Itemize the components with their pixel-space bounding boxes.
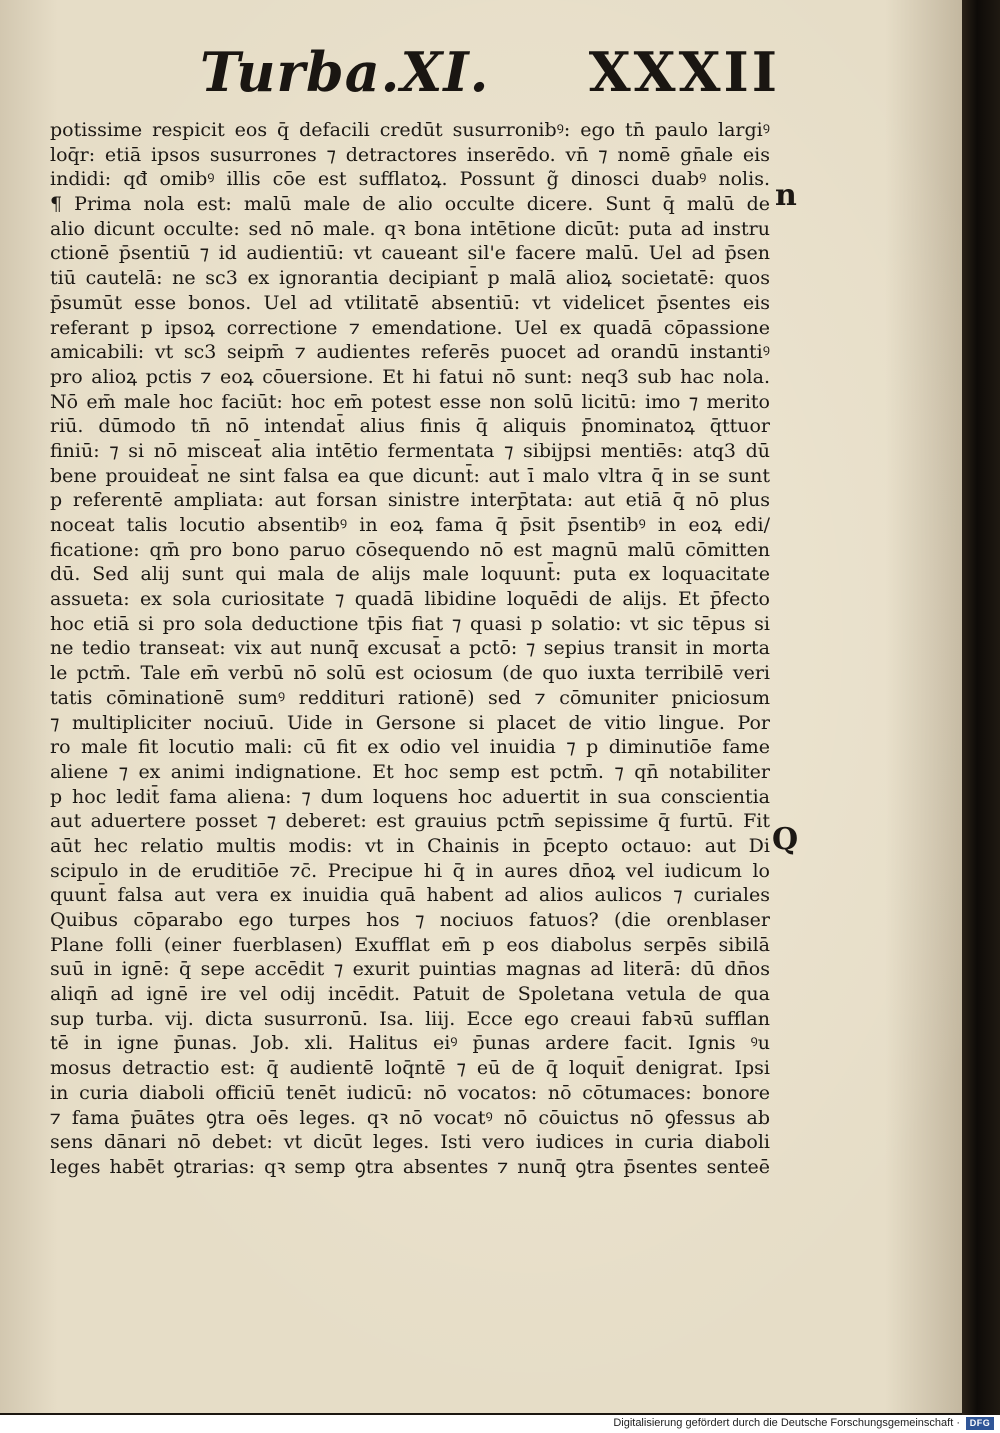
text-line: scipulo in de eruditiōe ⁊c̄. Precipue hi q̄ in aures dn̄oꝝ vel iudicum lo xyxy=(50,859,770,882)
folio-number: XXXII xyxy=(588,40,780,104)
text-line: alio dicunt occulte: sed nō male. qꝛ bona intētione dicūt: puta ad instru xyxy=(50,217,770,240)
text-line: loq̄r: etiā ipsos susurrones ⁊ detractores inserēdo. vn̄ ⁊ nomē gn̄ale eis xyxy=(50,143,770,166)
text-line: ⁊ multipliciter nociuū. Uide in Gersone si placet de vitio lingue. Por xyxy=(50,711,770,734)
digitization-credit: Digitalisierung gefördert durch die Deutsche Forschungsgemeinschaft · xyxy=(613,1417,960,1429)
dfg-logo: DFG xyxy=(966,1417,994,1430)
text-line: hoc etiā si pro sola deductione tp̄is fiat ⁊ quasi p solatio: vt sic tēpus si xyxy=(50,612,770,635)
text-line: referant p ipsoꝝ correctione ⁊ emendatione. Uel ex quadā cōpassione xyxy=(50,316,770,339)
text-line: ne tedio transeat: vix aut nunq̄ excusat̄ a pctō: ⁊ sepius transit in morta xyxy=(50,637,770,660)
text-line: pro alioꝝ pctis ⁊ eoꝝ cōuersione. Et hi fatui nō sunt: neq3 sub hac nola. xyxy=(50,365,770,388)
text-line: assueta: ex sola curiositate ⁊ quadā libidine loquēdi de alijs. Et p̄fecto xyxy=(50,588,770,611)
text-line: aut aduertere posset ⁊ deberet: est grauius pctm̄ sepissime q̄ furtū. Fit xyxy=(50,810,770,833)
text-line: le pctm̄. Tale em̄ verbū nō solū est ociosum (de quo iuxta terribilē veri xyxy=(50,662,770,685)
text-line: p̄sumūt esse bonos. Uel ad vtilitatē absentiū: vt videlicet p̄sentes eis xyxy=(50,291,770,314)
text-line: bene prouideat̄ ne sint falsa ea que dicunt̄: aut ī malo vltra q̄ in se sunt xyxy=(50,464,770,487)
text-line: sup turba. vij. dicta susurronū. Isa. liij. Ecce ego creaui fabꝛū sufflan xyxy=(50,1007,770,1030)
text-line: ctionē p̄sentiū ⁊ id audientiū: vt caueant sil'e facere malū. Uel ad p̄sen xyxy=(50,242,770,265)
text-line: p hoc ledit̄ fama aliena: ⁊ dum loquens hoc aduertit in sua conscientia xyxy=(50,785,770,808)
text-line: Quibus cōparabo ego turpes hos ⁊ nociuos fatuos? (die orenblaser xyxy=(50,909,770,931)
text-line: potissime respicit eos q̄ defacili credūt susurronibꝰ: ego tn̄ paulo largiꝰ xyxy=(50,119,770,141)
book-binding xyxy=(962,0,1000,1415)
text-line: ro male fit locutio mali: cū fit ex odio vel inuidia ⁊ p diminutiōe fame xyxy=(50,736,770,759)
text-line: dū. Sed alij sunt qui mala de alijs male loquunt̄: puta ex loquacitate xyxy=(50,563,770,586)
text-line: amicabili: vt sc3 seipm̄ ⁊ audientes referēs puocet ad orandū instantiꝰ xyxy=(50,341,770,364)
text-line: tatis cōminationē sumꝰ reddituri rationē) sed ⁊ cōmuniter pniciosum xyxy=(50,686,770,709)
text-line: ¶ Prima nola est: malū male de alio occulte dicere. Sunt q̄ malū de xyxy=(50,193,770,216)
text-line: Plane folli (einer fuerblasen) Exufflat em̄ p eos diabolus serpēs sibilā xyxy=(50,933,770,956)
text-line: ⁊ fama p̄uātes ꝯtra oēs leges. qꝛ nō vocatꝰ nō cōuictus nō ꝯfessus ab xyxy=(50,1106,770,1129)
text-line: aūt hec relatio multis modis: vt in Chainis in p̄cepto octauo: aut Di xyxy=(50,834,770,857)
text-line: mosus detractio est: q̄ audientē loq̄ntē ⁊ eū de q̄ loquit̄ denigrat. Ipsi xyxy=(50,1057,770,1080)
running-head xyxy=(200,40,780,110)
text-line: riū. dūmodo tn̄ nō intendat̄ alius finis q̄ aliquis p̄nominatoꝝ q̄ttuor xyxy=(50,415,770,438)
text-line: p referentē ampliata: aut forsan sinistre interp̄tata: aut etiā q̄ nō plus xyxy=(50,489,770,512)
marginal-letter-q: Q xyxy=(772,822,799,857)
text-line: leges habēt ꝯtrarias: qꝛ semp ꝯtra absentes ⁊ nunq̄ ꝯtra p̄sentes senteē xyxy=(50,1155,770,1178)
text-line: tē in igne p̄unas. Job. xli. Halitus eiꝰ p̄unas ardere facit. Ignis ꝰu xyxy=(50,1032,770,1055)
footer-bar xyxy=(0,1415,1000,1433)
text-line: quunt̄ falsa aut vera ex inuidia quā habent ad alios aulicos ⁊ curiales xyxy=(50,884,770,907)
text-line: aliene ⁊ ex animi indignatione. Et hoc semp est pctm̄. ⁊ qn̄ notabiliter xyxy=(50,760,770,783)
marginal-letter-n: n xyxy=(775,178,797,213)
chapter-title: Turba.XI. xyxy=(200,40,490,104)
text-line: aliqn̄ ad ignē ire vel odij incēdit. Patuit de Spoletana vetula de qua xyxy=(50,983,770,1006)
text-line: indidi: qđ omibꝰ illis cōe est sufflatoꝝ. Possunt g̃ dinosci duabꝰ nolis. xyxy=(50,168,770,191)
text-line: finiū: ⁊ si nō misceat̄ alia intētio fermentata ⁊ sibijpsi mentiēs: atq3 dū xyxy=(50,439,770,462)
body-text xyxy=(50,118,770,1180)
text-line: ficatione: qm̄ pro bono paruo cōsequendo nō est magnū malū cōmitten xyxy=(50,538,770,561)
text-line: suū in ignē: q̄ sepe accēdit ⁊ exurit puintias magnas ad literā: dū dn̄os xyxy=(50,958,770,981)
text-line: in curia diaboli officiū tenēt iudicū: nō vocatos: nō cōtumaces: bonore xyxy=(50,1081,770,1104)
text-line: tiū cautelā: ne sc3 ex ignorantia decipiant̄ p malā alioꝝ societatē: quos xyxy=(50,267,770,290)
text-line: sens dānari nō debet: vt dicūt leges. Isti vero iudices in curia diaboli xyxy=(50,1131,770,1154)
text-line: noceat talis locutio absentibꝰ in eoꝝ fama q̄ p̄sit p̄sentibꝰ in eoꝝ edi/ xyxy=(50,514,770,536)
text-line: Nō em̄ male hoc faciūt: hoc em̄ potest esse non solū licitū: imo ⁊ merito xyxy=(50,390,770,413)
